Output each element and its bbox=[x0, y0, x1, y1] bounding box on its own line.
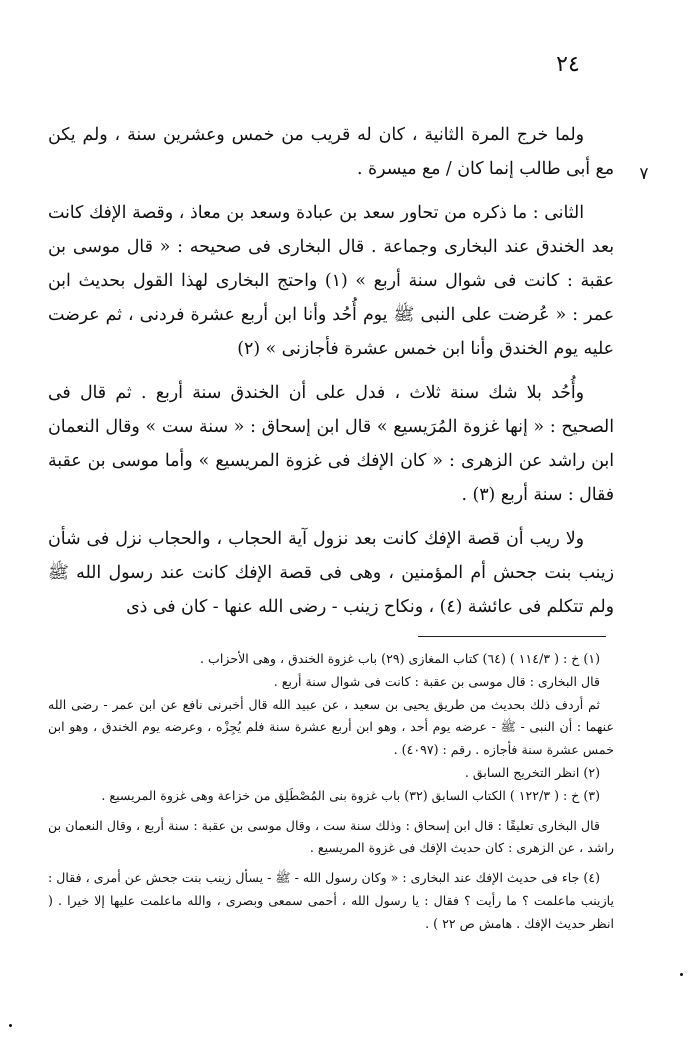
footnote-separator bbox=[418, 636, 606, 637]
footnote-1: (١) خ : ( ١١٤/٣ ) (٦٤) كتاب المغازى (٢٩) باب غزوة الخندق ، وهى الأحزاب . bbox=[200, 651, 600, 666]
scan-speck bbox=[680, 973, 683, 976]
margin-number: ٧ bbox=[639, 164, 649, 184]
footnote-1-continuation: ثم أردف ذلك بحديث من طريق يحيى بن سعيد ، عن عبيد الله قال أخبرنى نافع عن ابن عمر - رضى الله عنهما : أن النبى - ﷺ - عرضه يوم أحد ، وهو ابن أربع عشرة سنة فلم يُجِزْه ، وعرضه يوم الخندق ، وهو ابن خمس عشرة سنة فأجازه . رقم : (٤٠٩٧) . bbox=[48, 696, 614, 758]
footnote-1-note: قال البخارى : قال موسى بن عقبة : كانت فى شوال سنة أربع . bbox=[273, 673, 600, 689]
footnote-3: (٣) خ : ( ١٢٢/٣ ) الكتاب السابق (٣٢) باب غزوة بنى المُصْطَلِق من خزاعة وهى غزوة المريسيع . bbox=[101, 787, 600, 803]
footnote-2: (٢) انظر التخريج السابق . bbox=[464, 764, 600, 780]
footnote-3-note: قال البخارى تعليقًا : قال ابن إسحاق : وذلك سنة ست ، وقال موسى بن عقبة : سنة أربع ، وقال النعمان بن راشد ، عن الزهرى : كان حديث الإفك فى غزوة المريسيع . bbox=[48, 817, 614, 856]
scan-speck bbox=[9, 1024, 12, 1027]
paragraph-4: ولا ريب أن قصة الإفك كانت بعد نزول آية الحجاب ، والحجاب نزل فى شأن زينب بنت جحش أم المؤمنين ، وهى فى قصة الإفك كانت عند رسول الله ﷺ ولم تتكلم فى عائشة (٤) ، ونكاح زينب - رضى الله عنها - كان فى ذى bbox=[48, 529, 614, 617]
footnote-4: (٤) جاء فى حديث الإفك عند البخارى : « وكان رسول الله - ﷺ - يسأل زينب بنت جحش عن أمرى ، فقال : يازينب ماعلمت ؟ ما رأيت ؟ فقال : يا رسول الله ، أحمى سمعى وبصرى ، والله ماعلمت عليها إلا خيرا . ( انظر حديث الإفك . هامش ص ٢٢ ) . bbox=[48, 870, 614, 931]
page-number: ٢٤ bbox=[556, 52, 580, 77]
footnotes bbox=[48, 648, 614, 936]
paragraph-2: الثانى : ما ذكره من تحاور سعد بن عبادة وسعد بن معاذ ، وقصة الإفك كانت بعد الخندق عند البخارى وجماعة . قال البخارى فى صحيحه : « قال موسى بن عقبة : كانت فى شوال سنة أربع » (١) واحتج البخارى لهذا القول بحديث ابن عمر : « عُرضت على النبى ﷺ يوم أُحُد وأنا ابن أربع عشرة فردنى ، ثم عرضت عليه يوم الخندق وأنا ابن خمس عشرة فأجازنى » (٢) bbox=[48, 203, 614, 359]
main-text bbox=[48, 118, 614, 624]
paragraph-1: ولما خرج المرة الثانية ، كان له قريب من خمس وعشرين سنة ، ولم يكن مع أبى طالب إنما كان / مع ميسرة . bbox=[48, 125, 614, 179]
paragraph-3: وأُحُد بلا شك سنة ثلاث ، فدل على أن الخندق سنة أربع . ثم قال فى الصحيح : « إنها غزوة المُرَيسيع » قال ابن إسحاق : « سنة ست » وقال النعمان ابن راشد عن الزهرى : « كان الإفك فى غزوة المريسيع » وأما موسى بن عقبة فقال : سنة أربع (٣) . bbox=[48, 383, 614, 505]
